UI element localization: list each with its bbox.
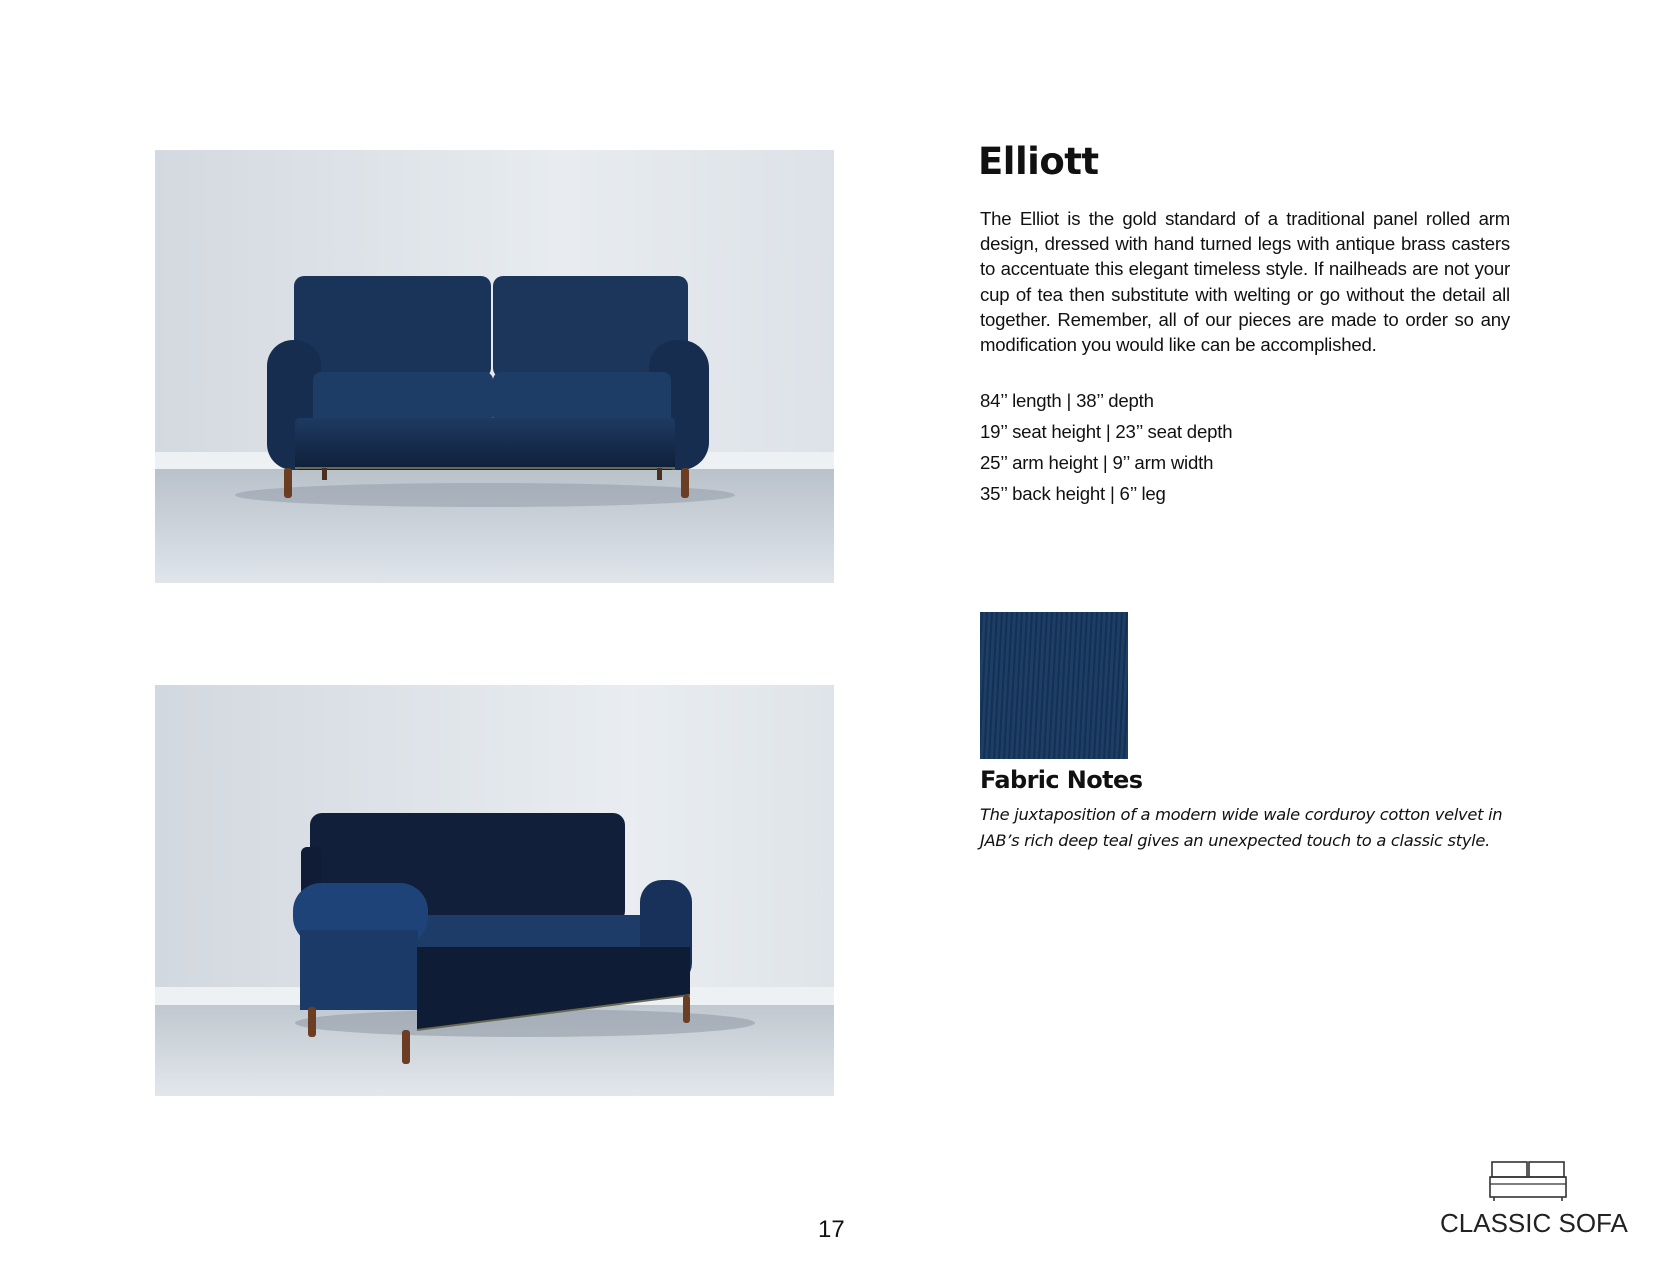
sofa-front-photo	[155, 150, 834, 583]
page-number: 17	[818, 1216, 845, 1243]
product-description: The Elliot is the gold standard of a traditional panel rolled arm design, dressed with hand turned legs with antique brass casters to accentuate this elegant timeless style. If nailheads are not your cup of tea then substitute with welting or go without the detail all together. Remember, all of our pieces are made to order so any modification you would like can be accomplished.	[980, 208, 1510, 356]
fabric-notes-text: The juxtaposition of a modern wide wale corduroy cotton velvet in JAB’s rich deep teal gives an unexpected touch to a classic style.	[980, 805, 1503, 850]
spec-seat: 19’’ seat height | 23’’ seat depth	[980, 421, 1233, 442]
product-specs	[980, 387, 1510, 511]
spec-arm: 25’’ arm height | 9’’ arm width	[980, 452, 1214, 473]
sofa-icon	[1488, 1160, 1568, 1202]
spec-back-leg: 35’’ back height | 6’’ leg	[980, 483, 1166, 504]
fabric-swatch	[980, 612, 1128, 759]
sofa-angle-photo	[155, 685, 834, 1096]
brand-name: CLASSIC SOFA	[1440, 1208, 1628, 1238]
spec-dimensions: 84’’ length | 38’’ depth	[980, 390, 1154, 411]
fabric-notes-heading: Fabric Notes	[980, 766, 1143, 794]
brand-logo	[1440, 1160, 1628, 1239]
product-title: Elliott	[978, 140, 1099, 183]
